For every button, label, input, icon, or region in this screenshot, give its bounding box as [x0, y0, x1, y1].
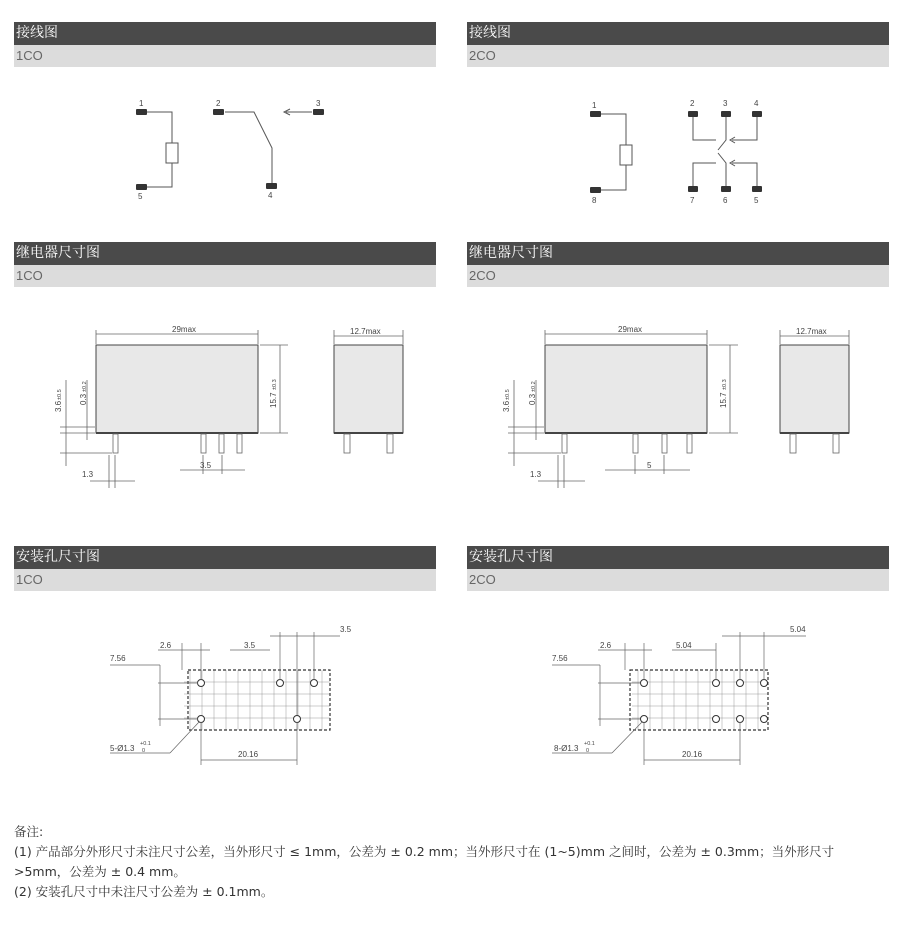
pin-label: 8 — [592, 196, 597, 205]
section-variant: 2CO — [467, 265, 889, 287]
pin-label: 1 — [592, 101, 597, 110]
pin-label: 5 — [754, 196, 759, 205]
dim-gap: 0.3 — [79, 393, 88, 405]
dim-gap-tol: ±0.2 — [531, 381, 537, 392]
section-variant: 2CO — [467, 45, 889, 67]
dim-pitch: 3.5 — [200, 461, 212, 470]
pin-label: 5 — [138, 192, 143, 201]
dim-height-tol: ±0.3 — [722, 379, 728, 390]
dim-gap: 0.3 — [528, 393, 537, 405]
section-title: 安装孔尺寸图 — [14, 546, 436, 569]
note-line: (1) 产品部分外形尺寸未注尺寸公差，当外形尺寸 ≤ 1mm，公差为 ± 0.2 mm；当外形尺寸在 (1~5)mm 之间时，公差为 ± 0.3mm；当外形尺寸 — [14, 844, 835, 859]
notes-block — [14, 822, 884, 902]
notes-heading: 备注: — [14, 824, 44, 839]
section-title: 安装孔尺寸图 — [467, 546, 889, 569]
dim-d2: 3.5 — [244, 641, 256, 650]
dim-gap-tol: ±0.2 — [82, 381, 88, 392]
pin-label: 1 — [139, 99, 144, 108]
dim-d2: 5.04 — [676, 641, 692, 650]
dim-offset: 1.3 — [530, 470, 542, 479]
hole-tol-up: +0.1 — [584, 741, 595, 747]
section-title: 继电器尺寸图 — [14, 242, 436, 265]
pin-label: 3 — [316, 99, 321, 108]
pin-label: 2 — [690, 99, 695, 108]
dim-span: 20.16 — [238, 750, 259, 759]
dim-span: 20.16 — [682, 750, 703, 759]
dim-pin-tol: ±0.5 — [505, 389, 511, 400]
note-line: (2) 安装孔尺寸中未注尺寸公差为 ± 0.1mm。 — [14, 884, 274, 899]
dim-width: 29max — [618, 325, 643, 334]
pin-label: 4 — [754, 99, 759, 108]
section-title: 继电器尺寸图 — [467, 242, 889, 265]
dim-d1: 2.6 — [160, 641, 172, 650]
dim-pin: 3.6 — [502, 400, 511, 412]
pin-label: 2 — [216, 99, 221, 108]
dim-pin-tol: ±0.5 — [57, 389, 63, 400]
section-variant: 1CO — [14, 265, 436, 287]
dim-width: 29max — [172, 325, 197, 334]
pin-label: 3 — [723, 99, 728, 108]
dim-offset: 1.3 — [82, 470, 94, 479]
dim-d1: 2.6 — [600, 641, 612, 650]
dim-d3: 5.04 — [790, 625, 806, 634]
section-title: 接线图 — [14, 22, 436, 45]
hole-tol-dn: 0 — [586, 748, 590, 754]
dim-height-tol: ±0.3 — [272, 379, 278, 390]
section-title: 接线图 — [467, 22, 889, 45]
hole-spec: 8-Ø1.3 — [554, 744, 579, 753]
dim-depth: 12.7max — [350, 327, 381, 336]
dim-pitch: 5 — [647, 461, 652, 470]
dim-row: 7.56 — [110, 654, 126, 663]
section-variant: 2CO — [467, 569, 889, 591]
dim-depth: 12.7max — [796, 327, 827, 336]
dim-height: 15.7 — [719, 392, 728, 408]
pin-label: 6 — [723, 196, 728, 205]
section-variant: 1CO — [14, 45, 436, 67]
pin-label: 7 — [690, 196, 695, 205]
dim-height: 15.7 — [269, 392, 278, 408]
pin-label: 4 — [268, 191, 273, 200]
section-variant: 1CO — [14, 569, 436, 591]
note-line: >5mm，公差为 ± 0.4 mm。 — [14, 864, 186, 879]
dim-d3: 3.5 — [340, 625, 352, 634]
hole-tol-dn: 0 — [142, 748, 146, 754]
dim-row: 7.56 — [552, 654, 568, 663]
hole-spec: 5-Ø1.3 — [110, 744, 135, 753]
dim-pin: 3.6 — [54, 400, 63, 412]
hole-tol-up: +0.1 — [140, 741, 151, 747]
